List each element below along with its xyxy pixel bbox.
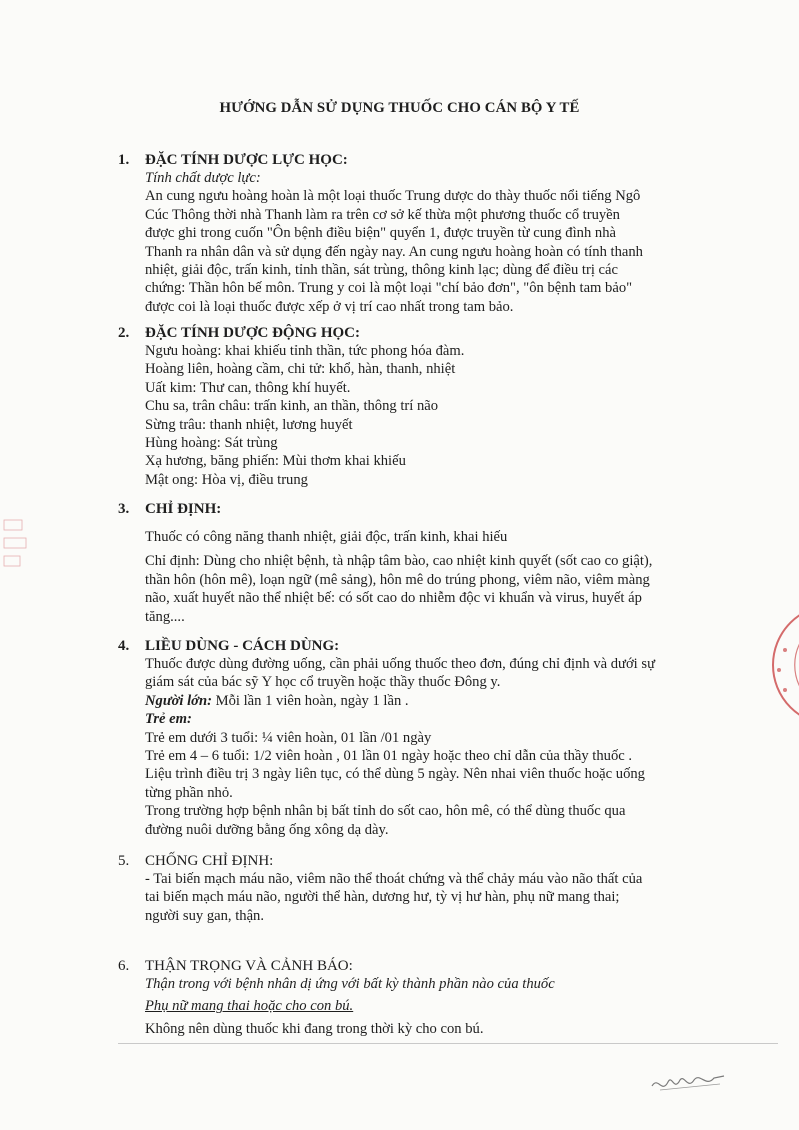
text-line: Uất kim: Thư can, thông khí huyết.: [145, 379, 351, 396]
text-line: Cúc Thông thời nhà Thanh làm ra trên cơ sở kế thừa một phương thuốc cổ truyền: [145, 206, 620, 223]
text-line: giám sát của bác sỹ Y học cổ truyền hoặc thầy thuốc Đông y.: [145, 674, 501, 691]
section-1: [118, 151, 718, 316]
text-line: Ngưu hoàng: khai khiếu tỉnh thần, tức phong hóa đàm.: [145, 343, 465, 359]
text-line: tăng....: [145, 608, 185, 625]
adult-label: Người lớn:: [145, 692, 212, 709]
text-line: Trẻ em 4 – 6 tuổi: 1/2 viên hoàn , 01 lần 01 ngày hoặc theo chỉ dẫn của thầy thuốc .: [145, 748, 633, 765]
adult-dosage: [145, 692, 718, 710]
text-line: não, xuất huyết não thể nhiệt bế: có sốt cao do nhiễm độc vi khuẩn và virus, huyết áp: [145, 590, 642, 607]
text-line: Chỉ định: Dùng cho nhiệt bệnh, tà nhập tâm bào, cao nhiệt kinh quyết (sốt cao co giật),: [145, 553, 653, 570]
section-number: 1.: [118, 152, 130, 168]
text-line: Liệu trình điều trị 3 ngày liên tục, có thể dùng 5 ngày. Nên nhai viên thuốc hoặc uống: [145, 766, 645, 783]
text-line: Mật ong: Hòa vị, điều trung: [145, 471, 308, 488]
text-line: Thanh ra nhân dân và sử dụng đến ngày nay. An cung ngưu hoàng hoàn có tính thanh: [145, 243, 643, 260]
section-heading: CHỐNG CHỈ ĐỊNH:: [145, 853, 274, 869]
text-line: Trong trường hợp bệnh nhân bị bất tỉnh do sốt cao, hôn mê, có thể dùng thuốc qua: [145, 803, 626, 820]
section-number: 4.: [118, 638, 130, 654]
text-line: được ghi trong cuốn "Ôn bệnh điều biện" quyển 1, được truyền từ cung đình nhà: [145, 225, 616, 242]
warning-italic-line: Thận trong với bệnh nhân dị ứng với bất kỳ thành phần nào của thuốc: [145, 976, 555, 992]
text-line: người suy gan, thận.: [145, 907, 264, 924]
section-number: 5.: [118, 853, 130, 869]
text-line: thần hôn (hôn mê), loạn ngữ (mê sảng), hôn mê do trúng phong, viêm não, viêm màng: [145, 571, 650, 588]
text-line: Hùng hoàng: Sát trùng: [145, 435, 278, 452]
section-5: [118, 852, 718, 925]
section-subheading: Tính chất dược lực:: [145, 170, 261, 186]
text-line: từng phần nhỏ.: [145, 784, 233, 801]
text-line: Trẻ em dưới 3 tuổi: ¼ viên hoàn, 01 lần /01 ngày: [145, 729, 432, 746]
stamp-fragment-icon: [763, 600, 799, 730]
text-line: Sừng trâu: thanh nhiệt, lương huyết: [145, 416, 353, 433]
section-heading: CHỈ ĐỊNH:: [145, 501, 222, 517]
section-number: 6.: [118, 958, 130, 974]
section-heading: LIỀU DÙNG - CÁCH DÙNG:: [145, 638, 340, 654]
text-line: Xạ hương, băng phiến: Mùi thơm khai khiếu: [145, 453, 406, 470]
text-line: Thuốc được dùng đường uống, cần phải uống thuốc theo đơn, đúng chỉ định và dưới sự: [145, 656, 655, 672]
text-line: - Tai biến mạch máu não, viêm não thể thoát chứng và thể chảy máu vào não thất của: [145, 871, 643, 887]
section-number: 2.: [118, 325, 130, 341]
section-3: [118, 500, 718, 626]
document-title: HƯỚNG DẪN SỬ DỤNG THUỐC CHO CÁN BỘ Y TẾ: [219, 100, 580, 116]
warning-last-line: Không nên dùng thuốc khi đang trong thời kỳ cho con bú.: [145, 1020, 484, 1037]
section-4: [118, 637, 718, 839]
section-heading: ĐẶC TÍNH DƯỢC LỰC HỌC:: [145, 152, 348, 168]
text-line: Thuốc có công năng thanh nhiệt, giải độc, trấn kinh, khai hiếu: [145, 529, 508, 545]
child-label: Trẻ em:: [145, 711, 192, 728]
stamp-fragment-icon: [0, 480, 36, 600]
section-heading: THẬN TRỌNG VÀ CẢNH BÁO:: [145, 958, 353, 974]
section-heading: ĐẶC TÍNH DƯỢC ĐỘNG HỌC:: [145, 325, 361, 341]
section-number: 3.: [118, 501, 130, 517]
text-line: tai biến mạch máu não, người thể hàn, dương hư, tỳ vị hư hàn, phụ nữ mang thai;: [145, 889, 620, 906]
text-line: Chu sa, trân châu: trấn kinh, an thần, thông trí não: [145, 398, 439, 415]
text-line: chứng: Thần hôn bế môn. Trung y coi là một loại "chí bảo đơn", "ôn bệnh tam bảo": [145, 280, 633, 297]
signature-icon: [650, 1068, 730, 1098]
adult-text: Mỗi lần 1 viên hoàn, ngày 1 lần .: [211, 692, 409, 709]
warning-underlined-line: Phụ nữ mang thai hoặc cho con bú.: [145, 998, 354, 1015]
text-line: Hoàng liên, hoàng cầm, chi tử: khổ, hàn, thanh, nhiệt: [145, 361, 456, 378]
text-line: nhiệt, giải độc, trấn kinh, tỉnh thần, sát trùng, thông kinh lạc; dùng để điều trị các: [145, 262, 618, 279]
section-2: [118, 324, 718, 489]
section-6: [118, 957, 718, 1038]
footer-divider: [118, 1043, 778, 1044]
text-line: được coi là loại thuốc được xếp ở vị trí cao nhất trong tam bảo.: [145, 298, 514, 315]
text-line: An cung ngưu hoàng hoàn là một loại thuốc Trung dược do thày thuốc nổi tiếng Ngô: [145, 188, 641, 205]
text-line: đường nuôi dưỡng bằng ống xông dạ dày.: [145, 821, 389, 838]
